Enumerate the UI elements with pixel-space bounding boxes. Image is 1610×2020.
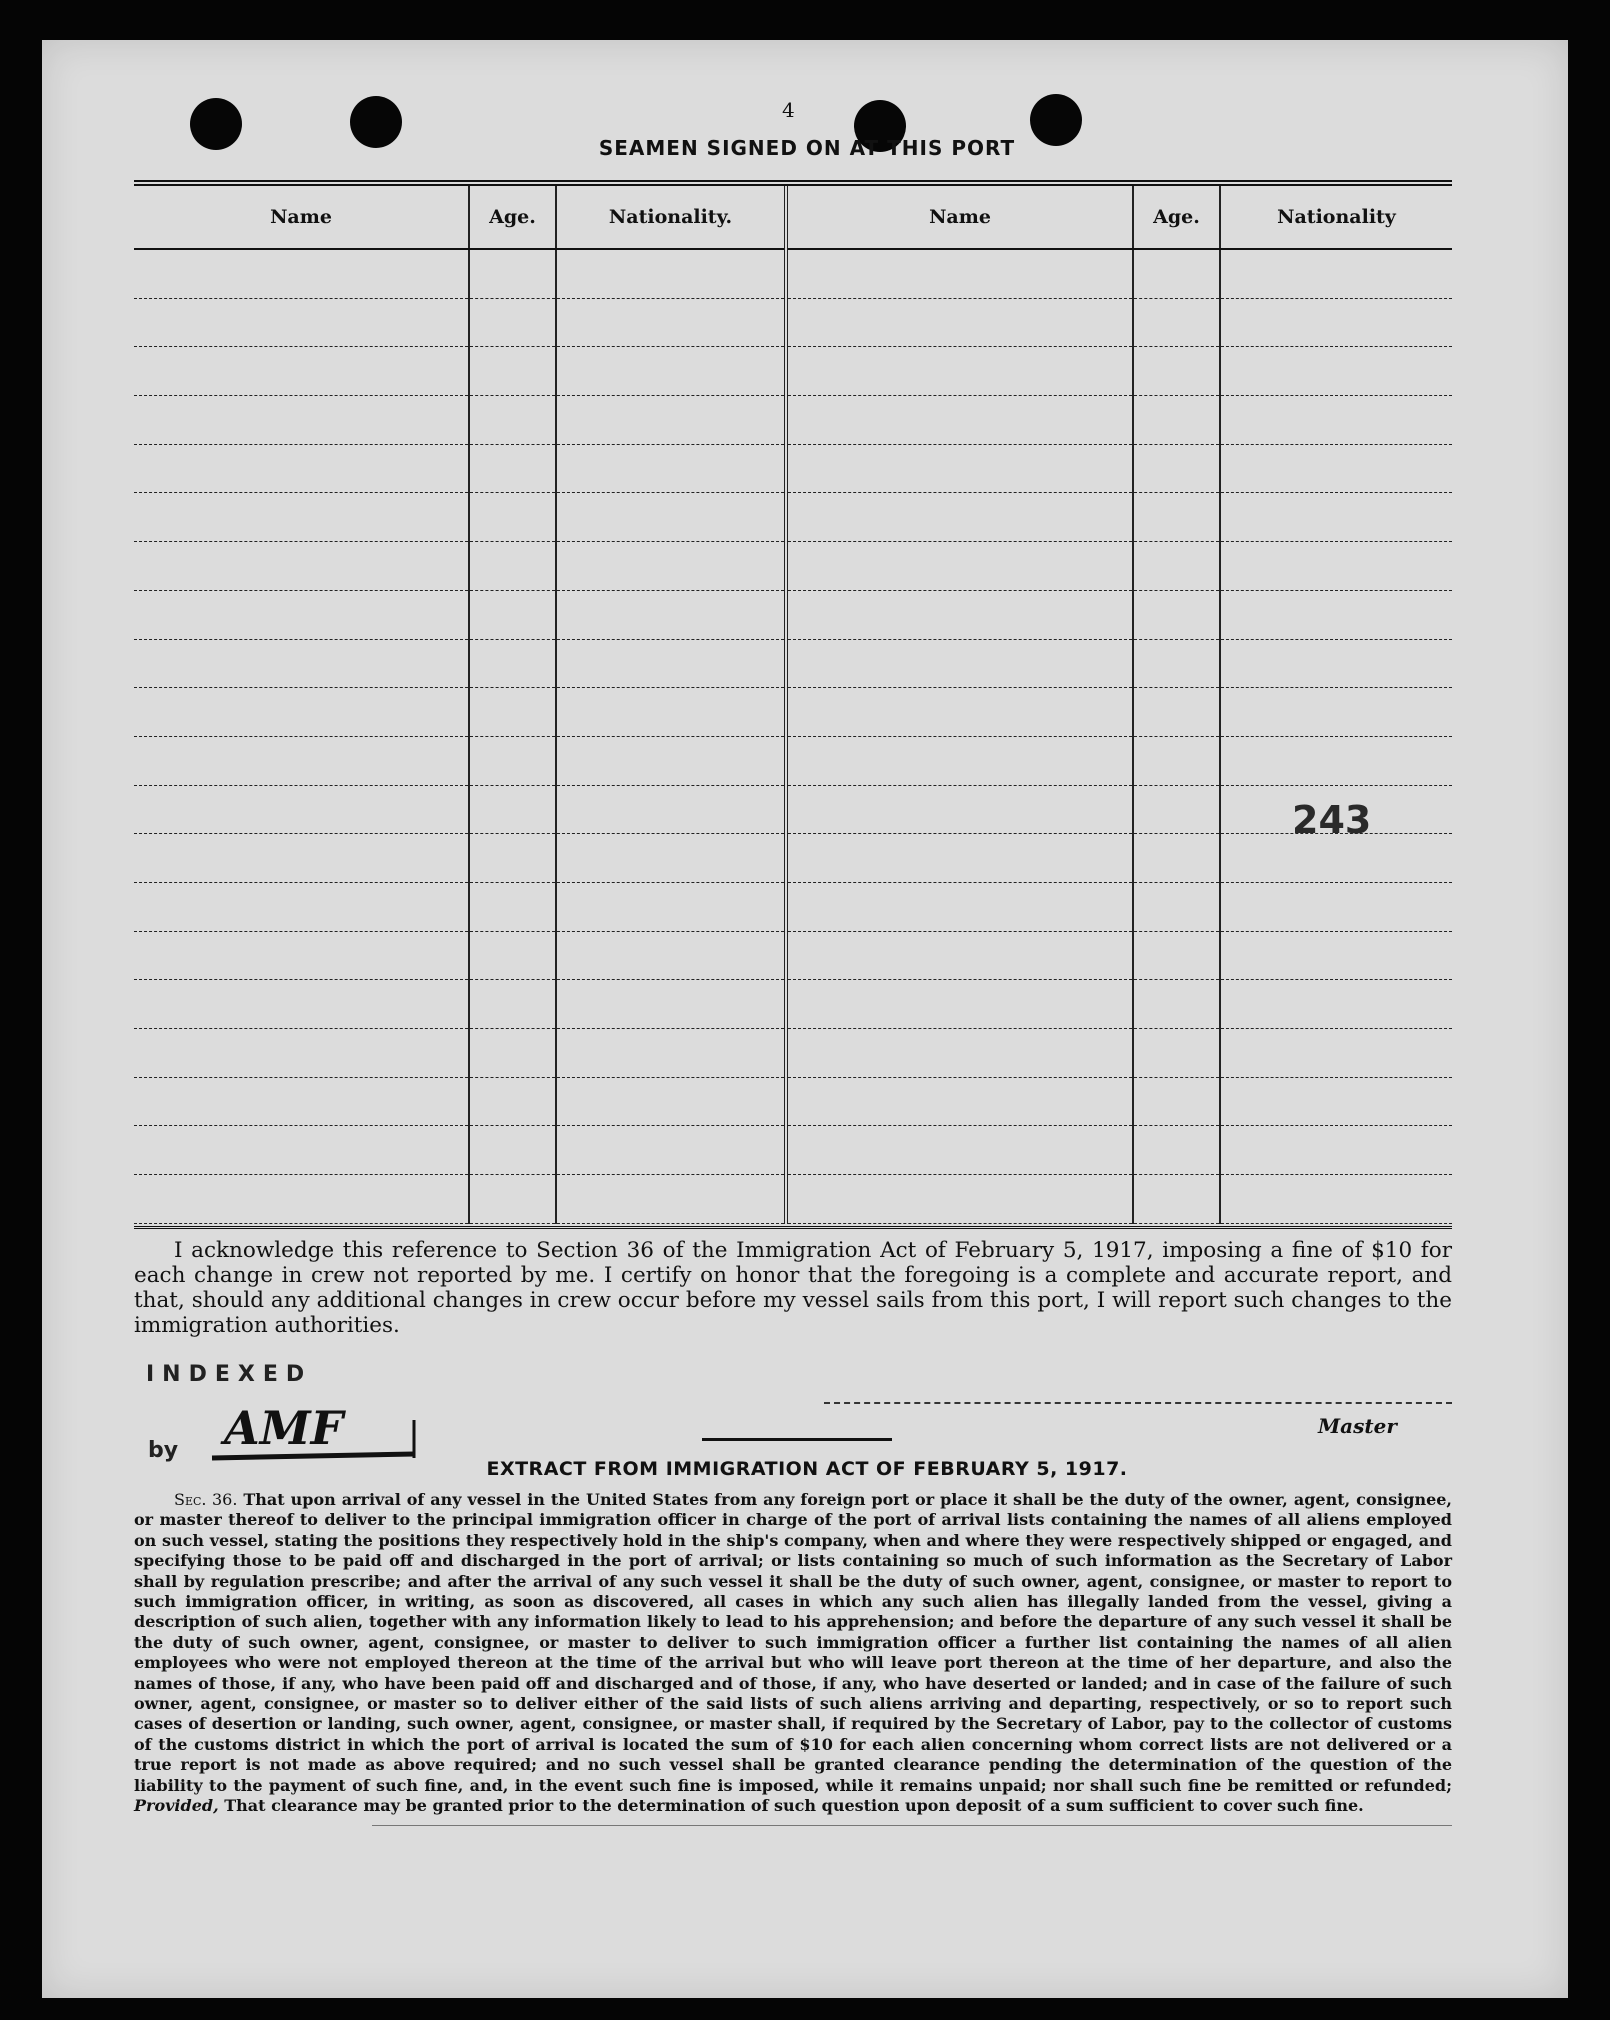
table-cell: [469, 1126, 556, 1175]
column-header-age: Age.: [469, 186, 556, 249]
table-cell: [1220, 590, 1452, 639]
table-cell: [1220, 882, 1452, 931]
table-cell: [469, 1175, 556, 1224]
table-cell: [786, 1077, 1133, 1126]
by-label: by: [148, 1438, 179, 1463]
table-cell: [1133, 785, 1220, 834]
extract-bottom-rule: [372, 1825, 1452, 1826]
table-cell: [469, 590, 556, 639]
table-cell: [1220, 931, 1452, 980]
table-cell: [786, 834, 1133, 883]
table-cell: [134, 542, 469, 591]
table-cell: [134, 1029, 469, 1078]
table-cell: [786, 1126, 1133, 1175]
table-cell: [556, 1077, 786, 1126]
signature-text: AMF: [224, 1401, 344, 1455]
table-cell: [556, 493, 786, 542]
crew-table: [134, 186, 1452, 1224]
table-cell: [134, 785, 469, 834]
table-body: [134, 249, 1452, 1223]
table-row: [134, 590, 1452, 639]
table-cell: [469, 785, 556, 834]
table-cell: [786, 882, 1133, 931]
table-cell: [786, 249, 1133, 298]
table-row: [134, 444, 1452, 493]
table-cell: [469, 298, 556, 347]
table-cell: [1220, 444, 1452, 493]
table-cell: [134, 688, 469, 737]
table-cell: [786, 980, 1133, 1029]
table-cell: [134, 1126, 469, 1175]
table-cell: [134, 1077, 469, 1126]
table-cell: [134, 298, 469, 347]
table-cell: [786, 542, 1133, 591]
section-label: Sec. 36.: [174, 1490, 238, 1509]
column-header-name: Name: [786, 186, 1133, 249]
table-cell: [786, 931, 1133, 980]
table-cell: [1220, 542, 1452, 591]
section-divider: [702, 1438, 892, 1441]
title-rule: [134, 180, 1452, 182]
table-cell: [134, 590, 469, 639]
page-number: 4: [782, 98, 795, 122]
table-cell: [1133, 396, 1220, 445]
table-cell: [556, 298, 786, 347]
indexed-stamp: INDEXED: [146, 1362, 313, 1387]
table-cell: [469, 396, 556, 445]
table-cell: [556, 1175, 786, 1224]
table-cell: [134, 493, 469, 542]
table-cell: [1220, 1175, 1452, 1224]
table-cell: [556, 980, 786, 1029]
table-cell: [556, 688, 786, 737]
table-cell: [1133, 1077, 1220, 1126]
table-cell: [1133, 882, 1220, 931]
table-cell: [1133, 444, 1220, 493]
table-cell: [786, 493, 1133, 542]
table-cell: [786, 736, 1133, 785]
acknowledgment-body: I acknowledge this reference to Section 36 of the Immigration Act of February 5, 1917, imposing a fine of $10 for each change in crew not reported by me. I certify on honor that the foregoing is a complete and accurate report, and that, should any additional changes in crew occur before my vessel sails from this port, I will report such changes to the immigration authorities.: [134, 1238, 1452, 1338]
extract-title: EXTRACT FROM IMMIGRATION ACT OF FEBRUARY 5, 1917.: [486, 1458, 1128, 1480]
column-header-name: Name: [134, 186, 469, 249]
table-cell: [1133, 980, 1220, 1029]
table-cell: [1133, 542, 1220, 591]
table-cell: [556, 590, 786, 639]
table-row: [134, 688, 1452, 737]
table-row: [134, 1029, 1452, 1078]
table-cell: [469, 882, 556, 931]
table-cell: [134, 931, 469, 980]
table-cell: [786, 298, 1133, 347]
table-cell: [556, 834, 786, 883]
section-text-end: That clearance may be granted prior to the determination of such question upon deposit of a sum sufficient to cover such fine.: [224, 1796, 1364, 1816]
acknowledgment-text: [134, 1238, 1452, 1338]
table-cell: [556, 931, 786, 980]
table-cell: [134, 834, 469, 883]
table-cell: [556, 639, 786, 688]
table-cell: [134, 1175, 469, 1224]
table-row: [134, 493, 1452, 542]
table-cell: [134, 347, 469, 396]
table-cell: [786, 444, 1133, 493]
table-cell: [786, 1175, 1133, 1224]
section-text: That upon arrival of any vessel in the United States from any foreign port or place it shall be the duty of the owner, agent, consignee, or master thereof to deliver to the principal immigration officer in charge of the port of arrival lists containing the names of all aliens employed on such vessel, stating the positions they respectively hold in the ship's company, when and where they were respectively shipped or engaged, and specifying those to be paid off and discharged in the port of arrival; or lists containing so much of such information as the Secretary of Labor shall by regulation prescribe; and after the arrival of any such vessel it shall be the duty of such owner, agent, consignee, or master to report to such immigration officer, in writing, as soon as discovered, all cases in which any such alien has illegally landed from the vessel, giving a description of such alien, together with any information likely to lead to his apprehension; and before the departure of any such vessel it shall be the duty of such owner, agent, consignee, or master to deliver to such immigration officer a further list containing the names of all alien employees who were not employed thereon at the time of the arrival but who will leave port thereon at the time of her departure, and also the names of those, if any, who have been paid off and discharged and of those, if any, who have deserted or landed; and in case of the failure of such owner, agent, consignee, or master so to deliver either of the said lists of such aliens arriving and departing, respectively, or so to report such cases of desertion or landing, such owner, agent, consignee, or master shall, if required by the Secretary of Labor, pay to the collector of customs of the customs district in which the port of arrival is located the sum of $10 for each alien concerning whom correct lists are not delivered or a true report is not made as above required; and no such vessel shall be granted clearance pending the determination of the question of the liability to the payment of such fine, and, in the event such fine is imposed, while it remains unpaid; nor shall such fine be remitted or refunded;: [134, 1490, 1453, 1795]
table-cell: [1133, 590, 1220, 639]
table-cell: [134, 639, 469, 688]
table-row: [134, 1077, 1452, 1126]
table-row: [134, 1126, 1452, 1175]
table-row: [134, 347, 1452, 396]
table-cell: [1133, 688, 1220, 737]
table-row: [134, 882, 1452, 931]
table-row: [134, 1175, 1452, 1224]
table-cell: [786, 1029, 1133, 1078]
table-cell: [556, 1126, 786, 1175]
table-bottom-rule: [134, 1226, 1452, 1229]
table-cell: [786, 396, 1133, 445]
table-cell: [134, 736, 469, 785]
table-cell: [134, 249, 469, 298]
table-cell: [786, 590, 1133, 639]
table-cell: [469, 639, 556, 688]
table-cell: [1133, 347, 1220, 396]
table-cell: [786, 785, 1133, 834]
table-cell: [556, 785, 786, 834]
table-cell: [469, 931, 556, 980]
table-cell: [1133, 834, 1220, 883]
table-cell: [556, 444, 786, 493]
table-cell: [1220, 639, 1452, 688]
table-row: [134, 542, 1452, 591]
table-row: [134, 639, 1452, 688]
stamp-number: 243: [1292, 798, 1372, 842]
table-cell: [469, 834, 556, 883]
table-header-row: [134, 186, 1452, 249]
table-cell: [1220, 688, 1452, 737]
table-cell: [134, 444, 469, 493]
column-header-nationality: Nationality: [1220, 186, 1452, 249]
table-cell: [556, 736, 786, 785]
table-cell: [469, 493, 556, 542]
table-cell: [1133, 736, 1220, 785]
table-cell: [786, 639, 1133, 688]
table-cell: [1133, 931, 1220, 980]
table-cell: [1133, 493, 1220, 542]
table-cell: [1133, 1126, 1220, 1175]
table-cell: [469, 347, 556, 396]
column-header-age: Age.: [1133, 186, 1220, 249]
table-row: [134, 736, 1452, 785]
table-cell: [786, 688, 1133, 737]
table-cell: [556, 347, 786, 396]
table-cell: [556, 249, 786, 298]
table-cell: [469, 688, 556, 737]
column-header-nationality: Nationality.: [556, 186, 786, 249]
table-cell: [556, 542, 786, 591]
master-label: Master: [1318, 1414, 1397, 1438]
table-cell: [786, 347, 1133, 396]
table-cell: [1133, 1175, 1220, 1224]
table-cell: [469, 1029, 556, 1078]
page-title: SEAMEN SIGNED ON AT THIS PORT: [598, 136, 1016, 160]
table-cell: [1220, 249, 1452, 298]
table-cell: [469, 249, 556, 298]
table-cell: [1133, 249, 1220, 298]
table-cell: [1220, 1126, 1452, 1175]
master-signature-line: [824, 1402, 1452, 1404]
table-cell: [556, 396, 786, 445]
table-cell: [1220, 1077, 1452, 1126]
table-cell: [1133, 1029, 1220, 1078]
table-row: [134, 980, 1452, 1029]
table-cell: [556, 882, 786, 931]
table-cell: [134, 882, 469, 931]
table-row: [134, 834, 1452, 883]
table-cell: [469, 1077, 556, 1126]
table-cell: [134, 980, 469, 1029]
table-cell: [469, 542, 556, 591]
table-row: [134, 249, 1452, 298]
provided-word: Provided,: [134, 1796, 219, 1816]
table-cell: [1220, 980, 1452, 1029]
table-row: [134, 785, 1452, 834]
table-cell: [1220, 1029, 1452, 1078]
table-row: [134, 396, 1452, 445]
table-cell: [1220, 493, 1452, 542]
table-cell: [134, 396, 469, 445]
table-cell: [1220, 736, 1452, 785]
table-cell: [1133, 298, 1220, 347]
table-cell: [469, 444, 556, 493]
table-cell: [556, 1029, 786, 1078]
table-cell: [1220, 298, 1452, 347]
extract-text: [134, 1490, 1452, 1817]
table-cell: [469, 980, 556, 1029]
table-cell: [1133, 639, 1220, 688]
document-page: [42, 40, 1568, 1998]
table-row: [134, 298, 1452, 347]
table-cell: [1220, 347, 1452, 396]
table-cell: [469, 736, 556, 785]
table-cell: [1220, 396, 1452, 445]
table-row: [134, 931, 1452, 980]
